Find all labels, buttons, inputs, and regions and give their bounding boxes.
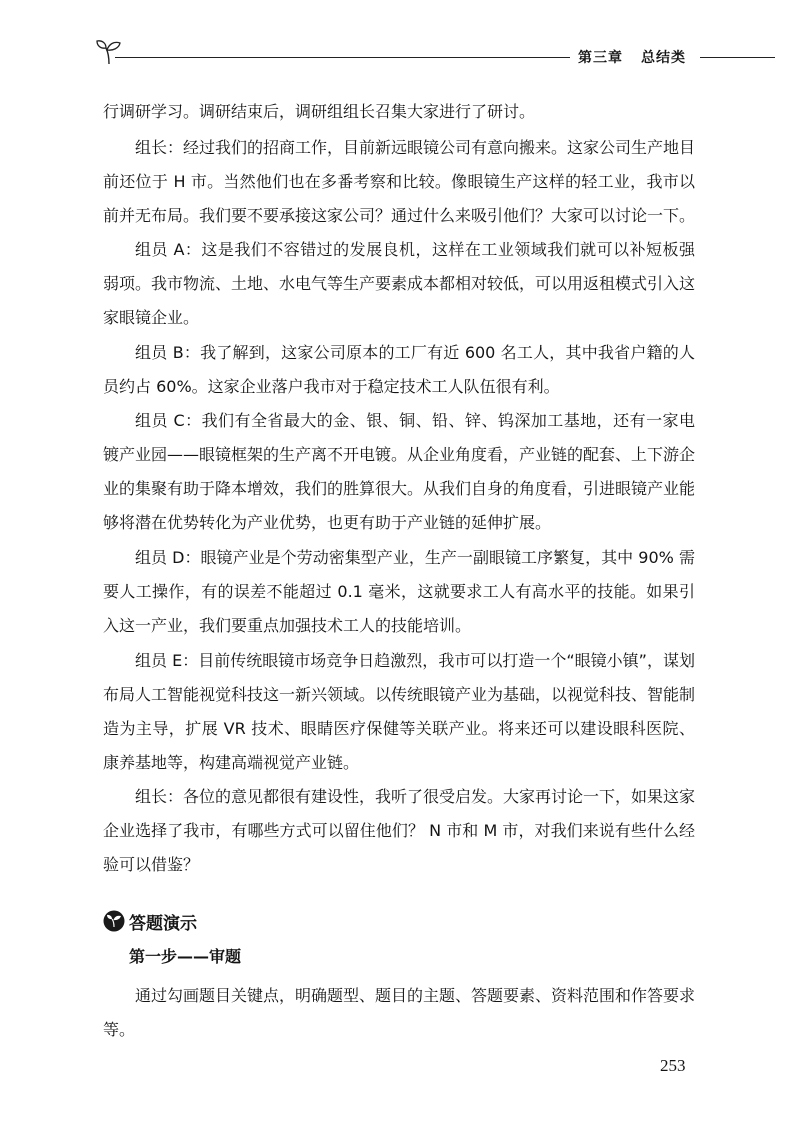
paragraph-member-a: 组员 A：这是我们不容错过的发展良机，这样在工业领域我们就可以补短板强弱项。我市物流、土地、水电气等生产要素成本都相对较低，可以用返租模式引入这家眼镜企业。 [103,240,696,327]
page-number: 253 [660,1056,686,1075]
paragraph-member-c: 组员 C：我们有全省最大的金、银、铜、铅、锌、钨深加工基地，还有一家电镀产业园——眼镜框架的生产离不开电镀。从企业角度看，产业链的配套、上下游企业的集聚有助于降本增效，我们的胜算很大。从我们自身的角度看，引进眼镜产业能够将潜在优势转化为产业优势，也更有助于产业链的延伸扩展。 [103,411,696,532]
answer-demo-heading [103,908,197,934]
chapter-number: 第三章 [578,50,623,66]
paragraph-leader-1: 组长：经过我们的招商工作，目前新远眼镜公司有意向搬来。这家公司生产地目前还位于 H 市。当然他们也在多番考察和比较。像眼镜生产这样的轻工业，我市以前并无布局。我们要不要承接这家公司？通过什么来吸引他们？大家可以讨论一下。 [103,138,696,225]
header-rule-right [700,57,775,58]
running-header [95,38,775,78]
paragraph-intro: 行调研学习。调研结束后，调研组组长召集大家进行了研讨。 [103,102,536,121]
paragraph-member-e: 组员 E：目前传统眼镜市场竞争日趋激烈，我市可以打造一个“眼镜小镇”，谋划布局人工智能视觉科技这一新兴领域。以传统眼镜产业为基础，以视觉科技、智能制造为主导，扩展 VR 技术、眼睛医疗保健等关联产业。将来还可以建设眼科医院、康养基地等，构建高端视觉产业链。 [103,651,696,772]
step-title: 第一步——审题 [129,947,242,966]
chapter-label [578,47,686,67]
paragraph-member-b: 组员 B：我了解到，这家公司原本的工厂有近 600 名工人，其中我省户籍的人员约占 60%。这家企业落户我市对于稳定技术工人队伍很有利。 [103,343,695,396]
header-rule-left [115,57,570,58]
section-title: 答题演示 [129,913,197,934]
paragraph-leader-2: 组长：各位的意见都很有建设性，我听了很受启发。大家再讨论一下，如果这家企业选择了我市，有哪些方式可以留住他们？ N 市和 M 市，对我们来说有些什么经验可以借鉴？ [103,787,696,874]
step-description: 通过勾画题目关键点，明确题型、题目的主题、答题要素、资料范围和作答要求等。 [103,986,696,1039]
sprout-icon [95,38,125,66]
chapter-section: 总结类 [641,50,686,66]
paragraph-member-d: 组员 D：眼镜产业是个劳动密集型产业，生产一副眼镜工序繁复，其中 90% 需要人工操作，有的误差不能超过 0.1 毫米，这就要求工人有高水平的技能。如果引入这一产业，我们要重点加强技术工人的技能培训。 [103,548,695,635]
leaf-badge-icon [103,910,125,932]
